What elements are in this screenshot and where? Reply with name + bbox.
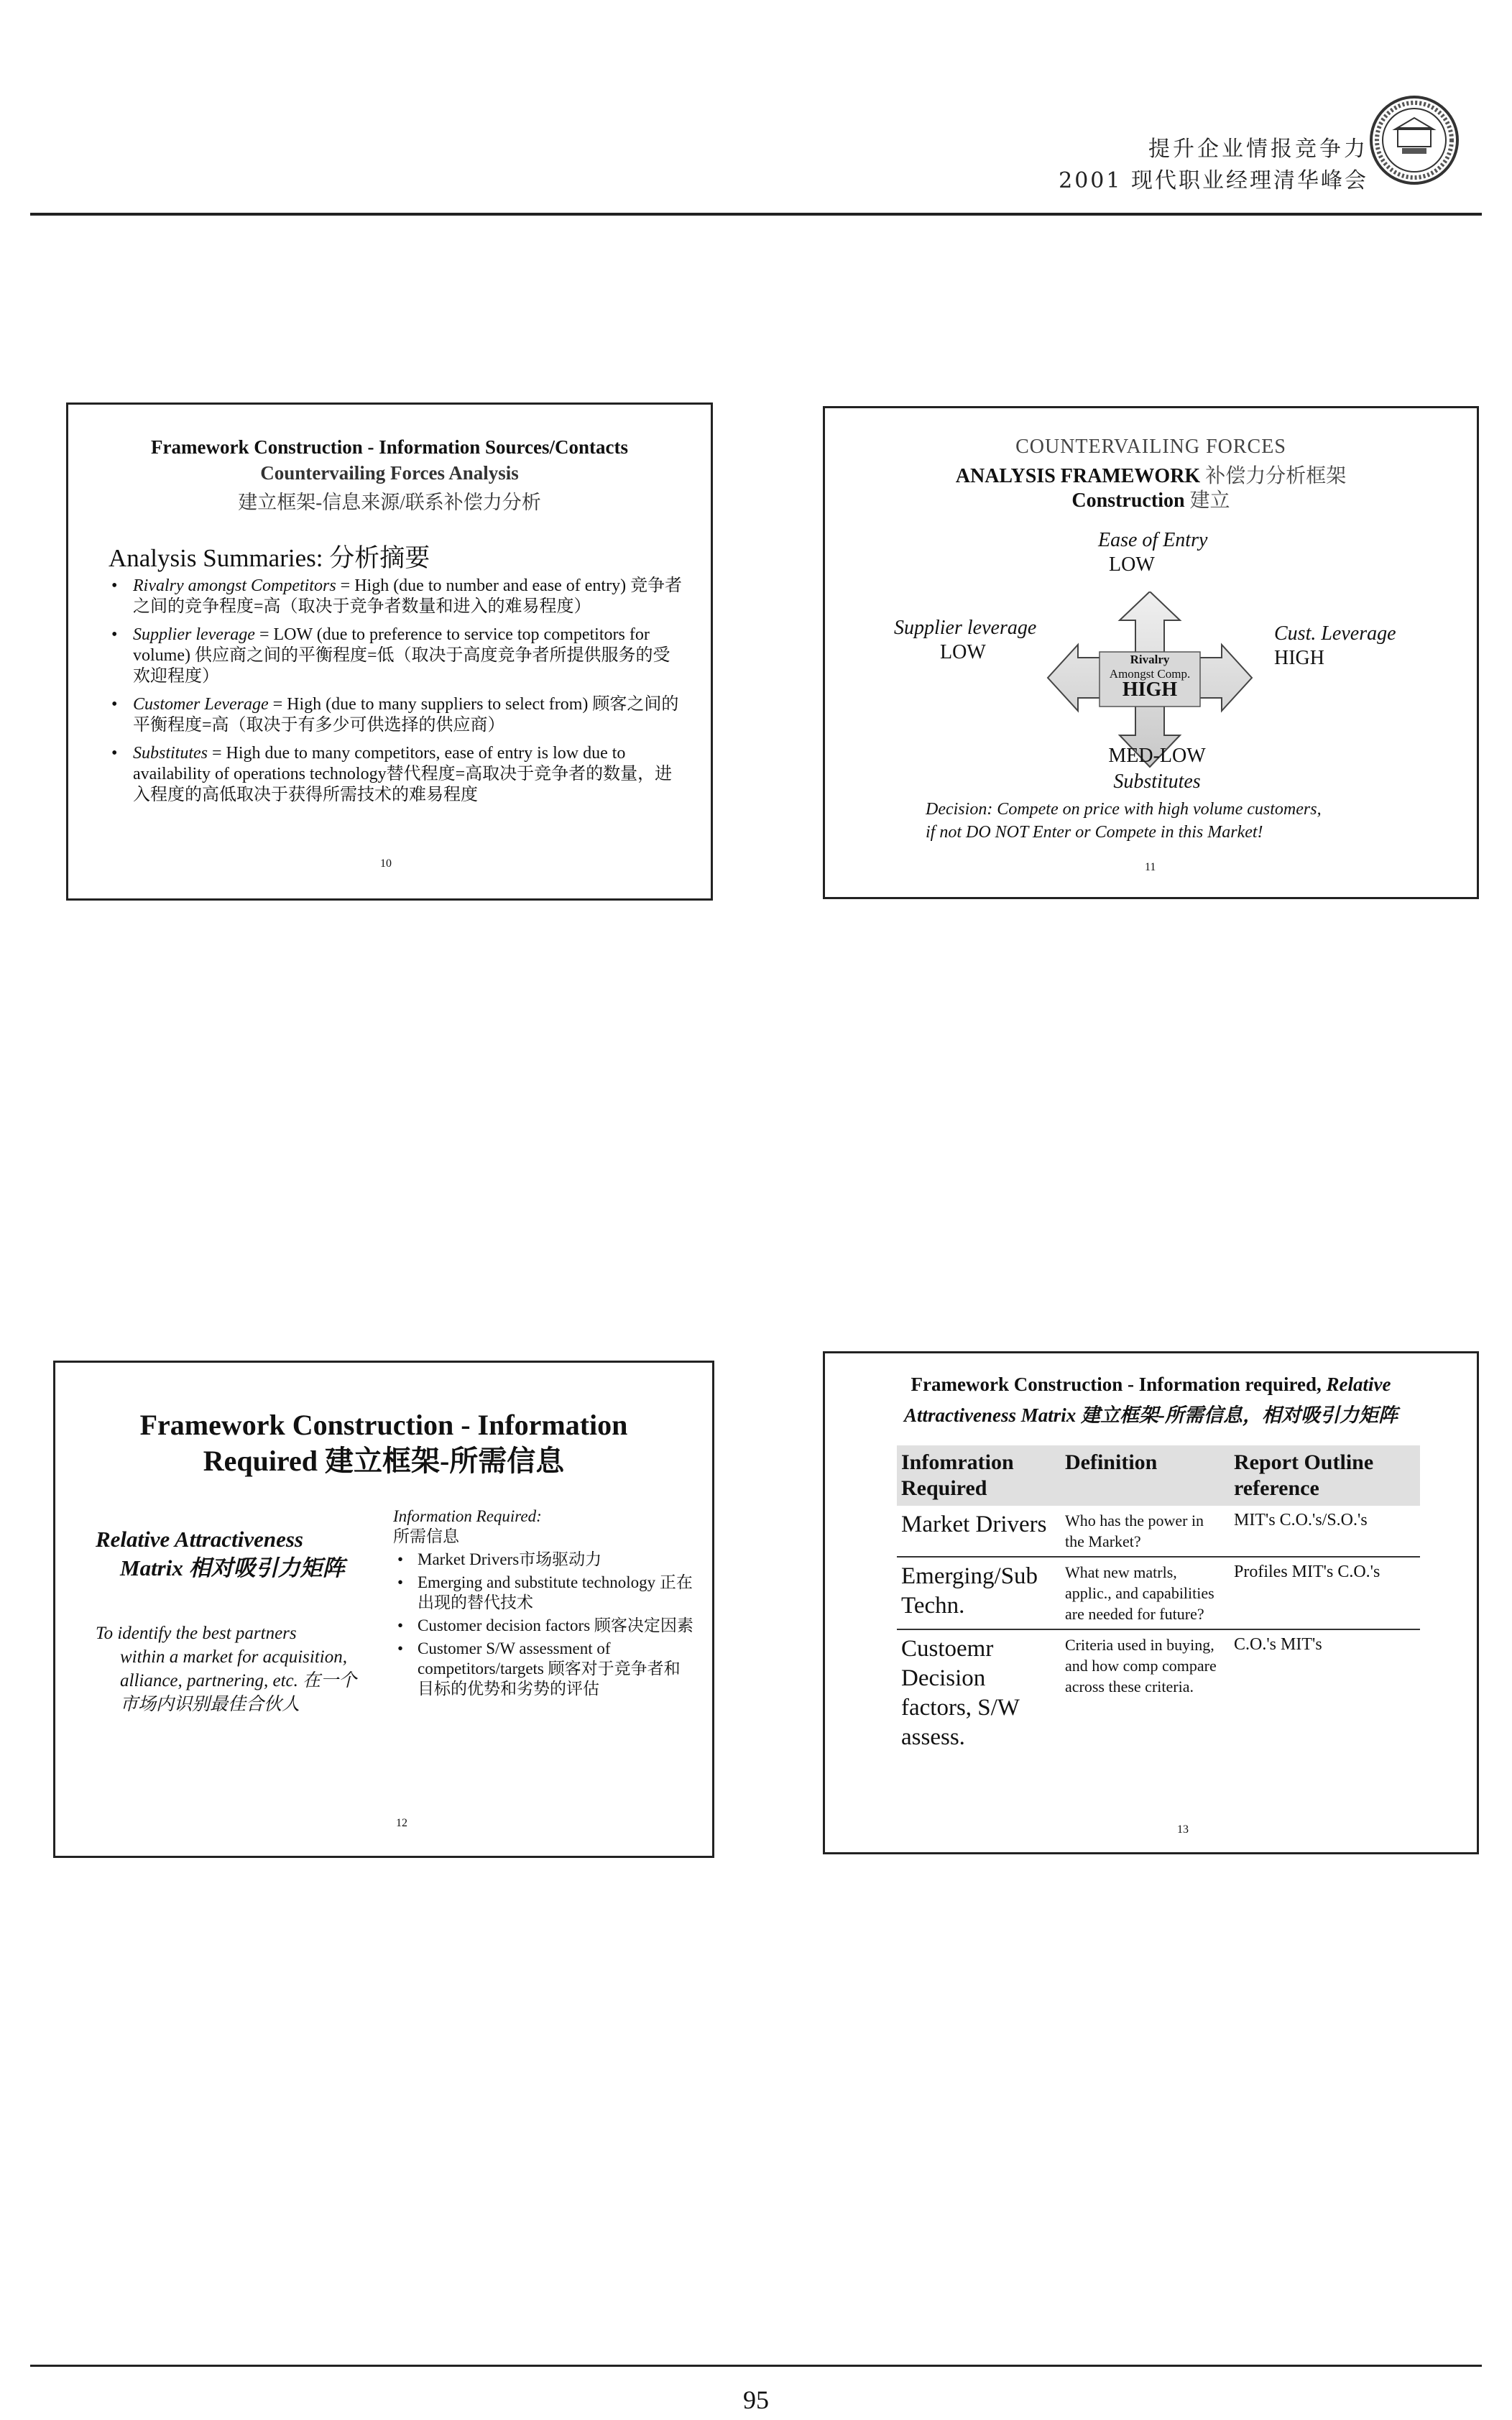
customer-leverage-value: HIGH	[1274, 647, 1324, 669]
bullet-term: Customer Leverage	[133, 695, 269, 714]
table-cell: Custoemr Decision factors, S/W assess.	[897, 1629, 1061, 1757]
slide-title: Framework Construction - Information required,	[911, 1374, 1322, 1395]
bullet-term: Supplier leverage	[133, 625, 255, 644]
slide-12	[53, 1361, 714, 1858]
info-heading-cn: 所需信息	[393, 1527, 459, 1545]
info-table	[897, 1445, 1420, 1757]
bullet-text: = High (due to many suppliers to select from) 顾客之间的平衡程度=高（取决于有多少可供选择的供应商）	[133, 695, 679, 735]
title-line-2: Required 建立框架-所需信息	[203, 1445, 565, 1477]
slide-subtitle-2: Construction	[1071, 489, 1185, 512]
university-seal-icon	[1368, 93, 1461, 187]
bullet-text: = High (due to number and ease of entry) 竞争者之间的竞争程度=高（取决于竞争者数量和进入的难易程度）	[133, 576, 683, 616]
decision-line-2: if not DO NOT Enter or Compete in this Market!	[926, 823, 1263, 842]
list-item	[111, 743, 686, 806]
slide-subtitle-2-cn: 建立	[1189, 489, 1230, 512]
bullet-term: Substitutes	[133, 744, 208, 763]
substitutes-label: Substitutes	[1113, 770, 1201, 793]
supplier-leverage-value: LOW	[940, 641, 986, 663]
slide-subtitle-cn: 建立框架-信息来源/联系补偿力分析	[238, 492, 541, 513]
list-item: • Emerging and substitute technology 正在出现的替代技术	[393, 1573, 695, 1613]
info-heading: Information Required:	[393, 1507, 542, 1525]
list-item: • Customer S/W assessment of competitors/targets 顾客对于竞争者和目标的优势和劣势的评估	[393, 1639, 695, 1699]
table-row	[897, 1629, 1420, 1757]
decision-line-1: Decision: Compete on price with high volume customers,	[926, 800, 1322, 819]
table-cell: Emerging/Sub Techn.	[897, 1557, 1061, 1629]
summary-heading: Analysis Summaries: 分析摘要	[109, 544, 430, 572]
table-cell: Who has the power in the Market?	[1065, 1512, 1204, 1550]
ease-of-entry-label: Ease of Entry	[1098, 529, 1208, 551]
list-item: • Market Drivers市场驱动力	[393, 1550, 695, 1570]
list-item	[111, 694, 686, 736]
bullet-text: = High due to many competitors, ease of entry is low due to availability of operations technology替代程度=高取决于竞争者的数量，进入程度的高低取决于获得所需技术的难易程度	[133, 744, 673, 804]
list-item	[111, 625, 686, 687]
column-header: Infomration Required	[897, 1445, 1061, 1506]
table-header-row	[897, 1445, 1420, 1506]
slide-number: 10	[380, 857, 392, 870]
info-required	[393, 1506, 695, 1702]
rivalry-label: Rivalry	[1130, 653, 1170, 666]
slide-10	[66, 402, 713, 901]
summary-list	[111, 576, 686, 813]
page-number: 95	[743, 2386, 769, 2414]
slide-title-emph: Relative	[1326, 1374, 1391, 1395]
goal-text	[96, 1621, 361, 1716]
slide-title: COUNTERVAILING FORCES	[1015, 436, 1286, 458]
rivalry-sublabel: Amongst Comp.	[1109, 667, 1191, 681]
bullet-term: Rivalry amongst Competitors	[133, 576, 336, 595]
header-rule	[30, 213, 1482, 216]
slide-number: 13	[1177, 1823, 1189, 1836]
table-row	[897, 1506, 1420, 1557]
slide-title	[55, 1407, 712, 1479]
slide-subtitle-cn: 补偿力分析框架	[1205, 465, 1347, 487]
header-title: 提升企业情报竞争力	[1148, 137, 1368, 162]
table-row	[897, 1557, 1420, 1629]
slide-subtitle: ANALYSIS FRAMEWORK	[955, 465, 1201, 487]
table-cell: Profiles MIT's C.O.'s	[1230, 1557, 1420, 1629]
slide-number: 11	[1145, 861, 1156, 873]
slide-11	[823, 406, 1479, 899]
slide-number: 12	[396, 1817, 407, 1829]
list-item	[111, 576, 686, 617]
decision-text	[926, 798, 1443, 844]
column-header: Definition	[1061, 1445, 1230, 1506]
table-cell: What new matrls, applic., and capabilities are needed for future?	[1061, 1557, 1230, 1629]
column-header: Report Outline reference	[1230, 1445, 1420, 1506]
info-list	[393, 1550, 695, 1699]
ease-of-entry-value: LOW	[1109, 553, 1155, 576]
goal-line-2: within a market for acquisition, alliance, partnering, etc. 在一个市场内识别最佳合伙人	[120, 1647, 357, 1714]
table-cell: MIT's C.O.'s/S.O.'s	[1234, 1511, 1368, 1529]
title-line-1: Framework Construction - Information	[139, 1409, 628, 1441]
table-cell: Criteria used in buying, and how comp compare across these criteria.	[1061, 1629, 1230, 1757]
header-subtitle: 2001 现代职业经理清华峰会	[1059, 168, 1368, 193]
table-cell: C.O.'s MIT's	[1230, 1629, 1420, 1757]
substitutes-value: MED-LOW	[1108, 745, 1206, 767]
list-item: • Customer decision factors 顾客决定因素	[393, 1616, 695, 1636]
slide-subtitle: Attractiveness Matrix 建立框架-所需信息，相对吸引力矩阵	[904, 1404, 1398, 1426]
customer-leverage-label: Cust. Leverage	[1274, 622, 1396, 645]
slide-title: Framework Construction - Information Sources/Contacts	[151, 436, 628, 458]
table-cell: Market Drivers	[901, 1512, 1047, 1537]
slide-subtitle: Countervailing Forces Analysis	[260, 462, 519, 484]
matrix-heading	[96, 1525, 376, 1583]
supplier-leverage-label: Supplier leverage	[894, 617, 1037, 639]
slide-13	[823, 1351, 1479, 1854]
matrix-heading-2: Matrix 相对吸引力矩阵	[120, 1555, 345, 1581]
rivalry-value: HIGH	[1122, 678, 1178, 701]
matrix-heading-1: Relative Attractiveness	[96, 1527, 303, 1552]
bullet-text: = LOW (due to preference to service top competitors for volume) 供应商之间的平衡程度=低（取决于高度竞争者所提供服务的受欢迎程度）	[133, 625, 670, 686]
goal-line-1: To identify the best partners	[96, 1624, 297, 1643]
footer-rule	[30, 2365, 1482, 2367]
